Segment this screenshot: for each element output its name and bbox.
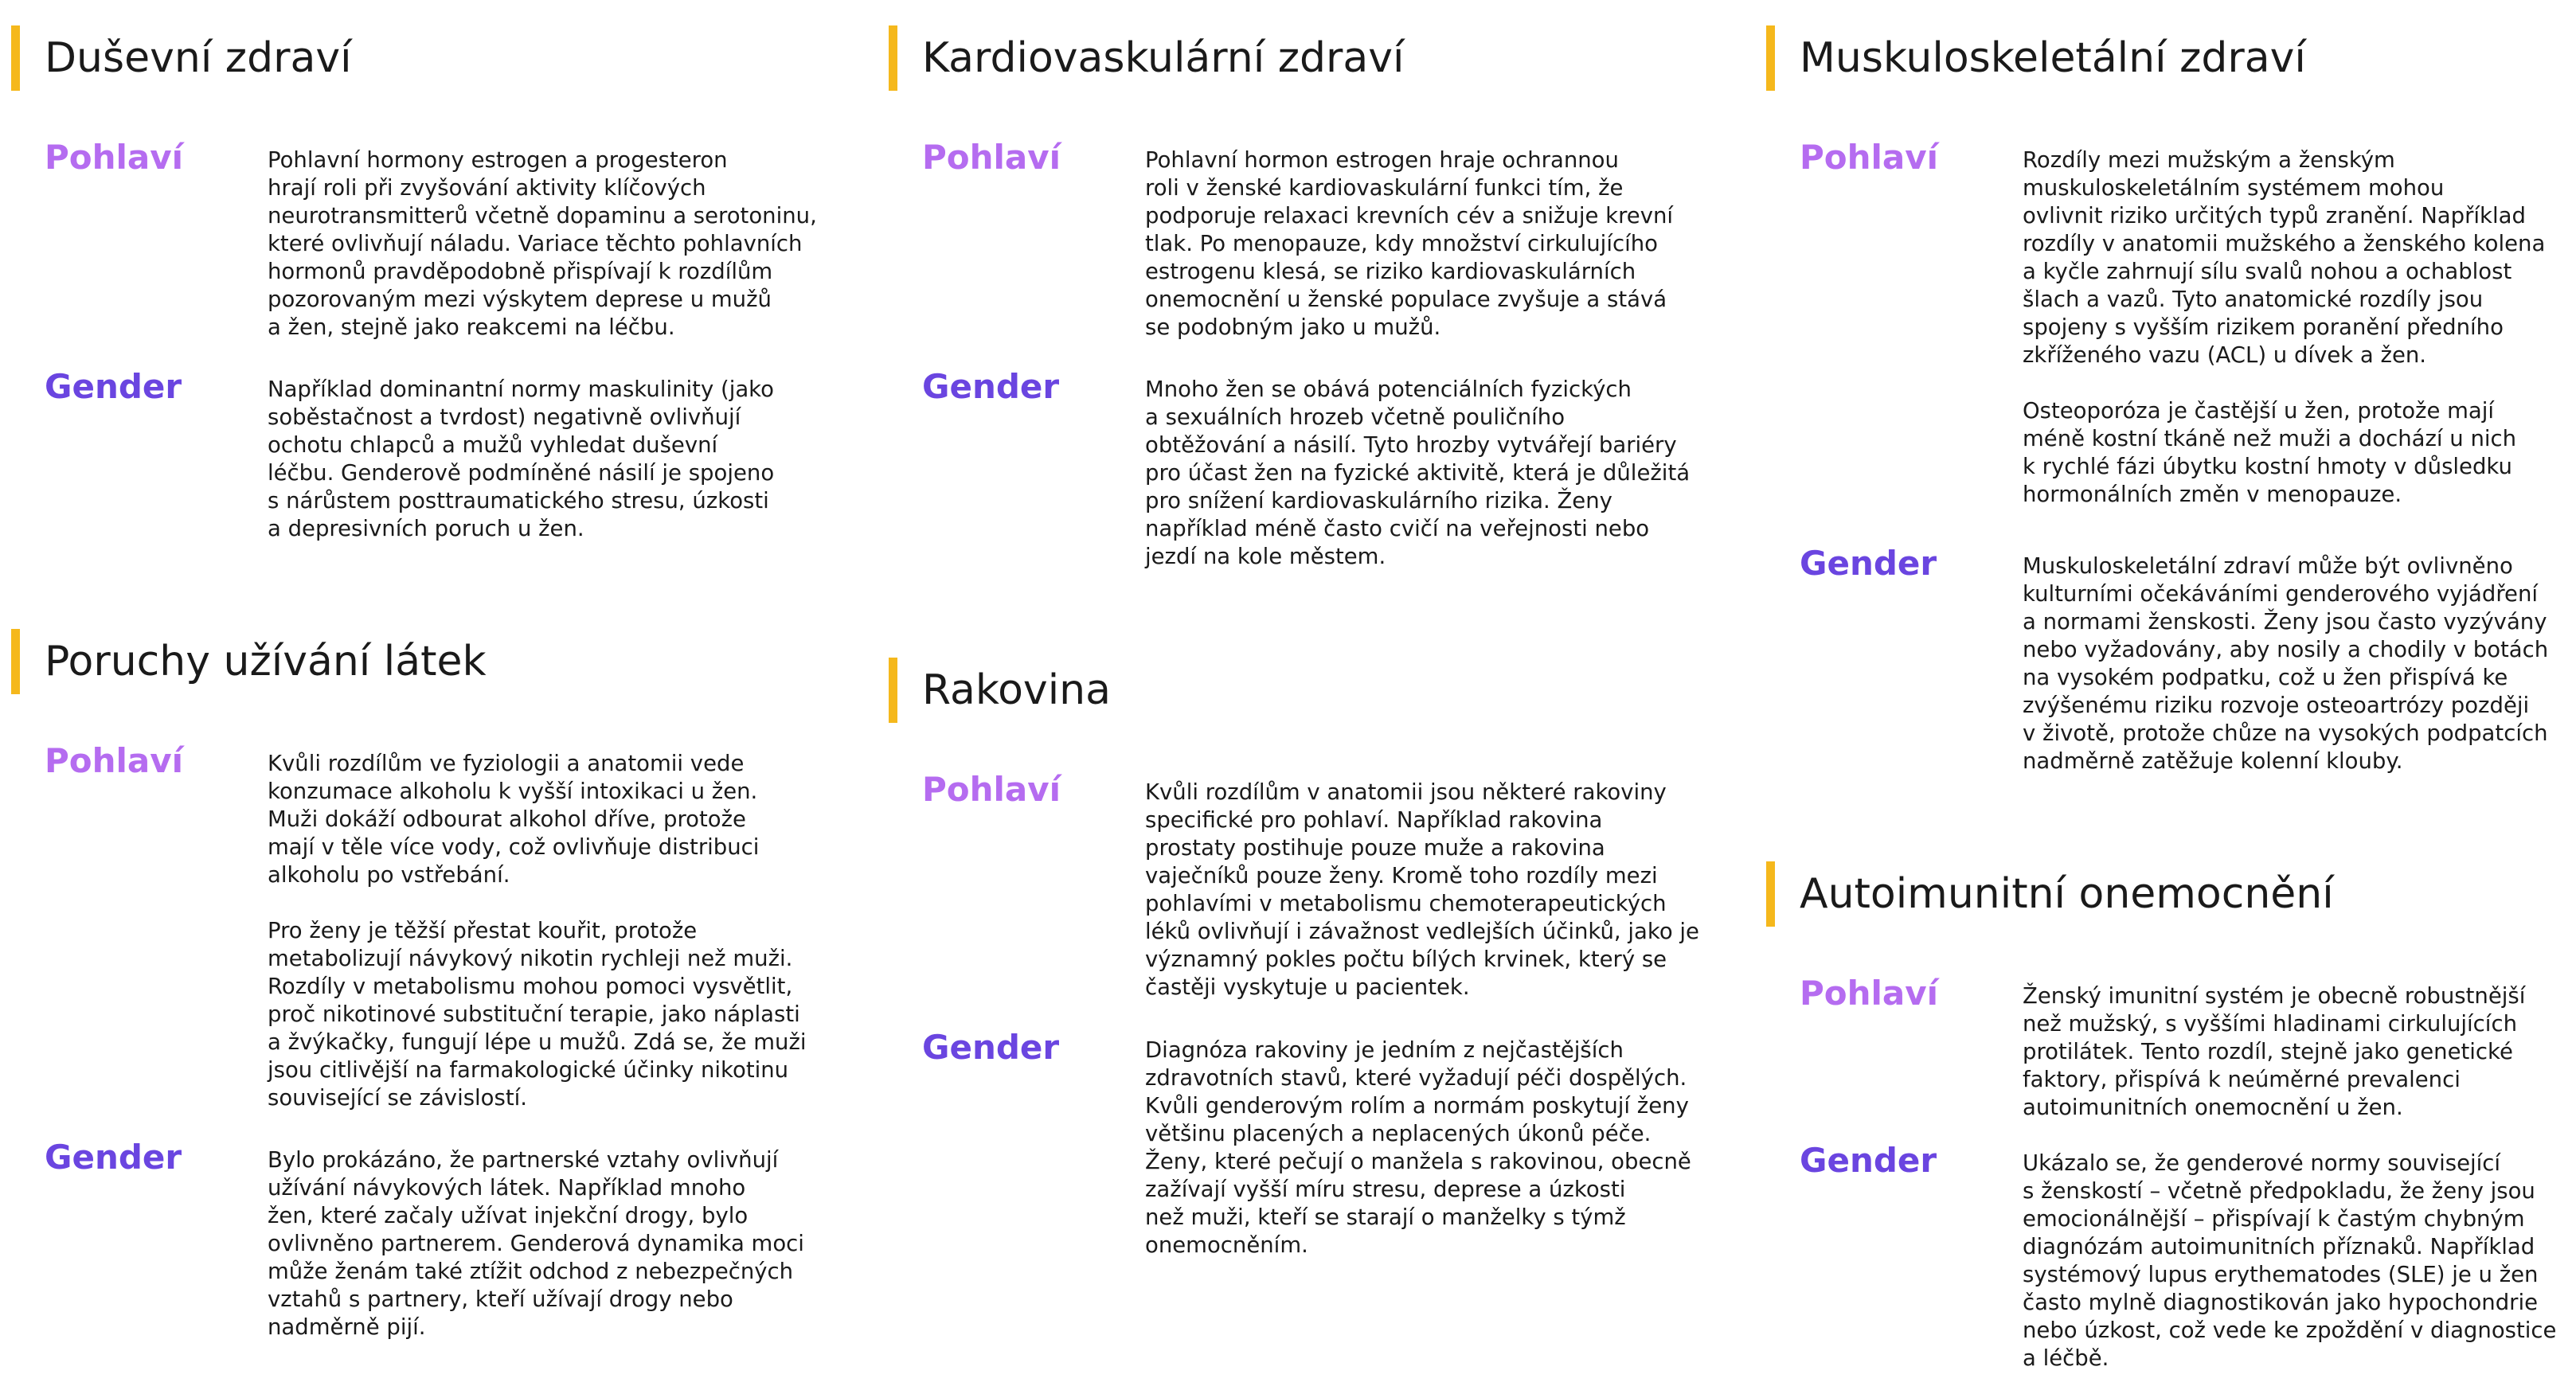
paragraph: Pohlavní hormony estrogen a progesteron hrají roli při zvyšování aktivity klíčových neurotransmitterů včetně dopaminu a serotoninu, které ovlivňují náladu. Variace těchto pohlavních hormonů pravděpodobně přispívají k rozdílům pozorovaným mezi výskytem deprese u mužů a žen, stejně jako reakcemi na léčbu.	[268, 147, 817, 340]
accent-bar	[1766, 25, 1775, 91]
sex-text	[1145, 779, 1699, 1002]
paragraph: Bylo prokázáno, že partnerské vztahy ovlivňují užívání návykových látek. Například mnoho žen, které začaly užívat injekční drogy, bylo ovlivněno partnerem. Genderová dynamika moci může ženám také ztížit odchod z nebezpečných vztahů s partnery, kteří užívají drogy nebo nadměrně pijí.	[268, 1147, 804, 1340]
accent-bar	[889, 25, 897, 91]
sex-text	[268, 750, 807, 1112]
section-autoimmune	[1766, 861, 2570, 1371]
sex-label: Pohlaví	[922, 770, 1061, 809]
paragraph: Například dominantní normy maskulinity (jako soběstačnost a tvrdost) negativně ovlivňují ochotu chlapců a mužů vyhledat duševní léčbu. Genderově podmíněné násilí je spojeno s nárůstem posttraumatického stresu, úzkosti a depresivních poruch u žen.	[268, 377, 775, 541]
sex-label: Pohlaví	[1800, 138, 1939, 177]
gender-label: Gender	[45, 367, 182, 406]
section-mental-health	[11, 25, 839, 541]
paragraph: Kvůli rozdílům v anatomii jsou některé rakoviny specifické pro pohlaví. Například rakovina prostaty postihuje pouze muže a rakovina vaječníků pouze ženy. Kromě toho rozdíly mezi pohlavími v metabolismu chemoterapeutických léků ovlivňují i závažnost vedlejších účinků, jako je významný pokles počtu bílých krvinek, který se častěji vyskytuje u pacientek.	[1145, 779, 1699, 1000]
section-cancer	[889, 658, 1733, 1258]
section-substance-use	[11, 629, 839, 1340]
sex-text	[1145, 146, 1673, 342]
sex-text	[268, 146, 817, 342]
paragraph: Osteoporóza je častější u žen, protože mají méně kostní tkáně než muži a dochází u nich k rychlé fázi úbytku kostní hmoty v důsledku hormonálních změn v menopauze.	[2023, 398, 2517, 507]
accent-bar	[889, 658, 897, 723]
gender-label: Gender	[45, 1138, 182, 1177]
paragraph: Mnoho žen se obává potenciálních fyzických a sexuálních hrozeb včetně pouličního obtěžování a násilí. Tyto hrozby vytvářejí bariéry pro účast žen na fyzické aktivitě, která je důležitá pro snížení kardiovaskulárního rizika. Ženy například méně často cvičí na veřejnosti nebo jezdí na kole městem.	[1145, 377, 1691, 569]
section-header	[11, 629, 839, 694]
section-title: Kardiovaskulární zdraví	[922, 34, 1405, 82]
section-header	[11, 25, 839, 91]
gender-text	[2023, 552, 2548, 775]
accent-bar	[11, 25, 20, 91]
sex-label: Pohlaví	[922, 138, 1061, 177]
paragraph: Rozdíly mezi mužským a ženským muskuloskeletálním systémem mohou ovlivnit riziko určitých typů zranění. Například rozdíly v anatomii mužského a ženského kolena a kyčle zahrnují sílu svalů nohou a ochablost šlach a vazů. Tyto anatomické rozdíly jsou spojeny s vyšším rizikem poranění předního zkříženého vazu (ACL) u dívek a žen.	[2023, 147, 2546, 368]
paragraph: Ženský imunitní systém je obecně robustnější než mužský, s vyššími hladinami cirkulujících protilátek. Tento rozdíl, stejně jako genetické faktory, přispívá k neúměrné prevalenci autoimunitních onemocnění u žen.	[2023, 983, 2526, 1120]
section-title: Duševní zdraví	[45, 34, 352, 82]
section-header	[889, 25, 1733, 91]
paragraph: Pohlavní hormon estrogen hraje ochrannou roli v ženské kardiovaskulární funkci tím, že podporuje relaxaci krevních cév a snižuje krevní tlak. Po menopauze, kdy množství cirkulujícího estrogenu klesá, se riziko kardiovaskulárních onemocnění u ženské populace zvyšuje a stává se podobným jako u mužů.	[1145, 147, 1674, 340]
paragraph: Diagnóza rakoviny je jedním z nejčastějších zdravotních stavů, které vyžadují péči dospělých. Kvůli genderovým rolím a normám poskytují ženy většinu placených a neplacených úkonů péče. Ženy, které pečují o manžela s rakovinou, obecně zažívají vyšší míru stresu, deprese a úzkosti než muži, kteří se starají o manželky s týmž onemocněním.	[1145, 1037, 1691, 1258]
paragraph: Muskuloskeletální zdraví může být ovlivněno kulturními očekáváními genderového vyjádření a normami ženskosti. Ženy jsou často vyzývány nebo vyžadovány, aby nosily a chodily v botách na vysokém podpatku, což u žen přispívá ke zvýšenému riziku rozvoje osteoartrózy později v životě, protože chůze na vysokých podpatcích nadměrně zatěžuje kolenní klouby.	[2023, 553, 2549, 774]
section-title: Muskuloskeletální zdraví	[1800, 34, 2306, 82]
section-title: Rakovina	[922, 666, 1111, 714]
gender-label: Gender	[1800, 1141, 1937, 1180]
section-musculoskeletal	[1766, 25, 2570, 774]
accent-bar	[1766, 861, 1775, 927]
gender-text	[1145, 1037, 1691, 1259]
sex-text	[2023, 982, 2525, 1122]
accent-bar	[11, 629, 20, 694]
gender-text	[268, 1146, 804, 1341]
gender-label: Gender	[922, 367, 1060, 406]
sex-label: Pohlaví	[45, 138, 184, 177]
sex-label: Pohlaví	[45, 741, 184, 780]
section-header	[1766, 25, 2570, 91]
section-header	[1766, 861, 2570, 927]
section-title: Poruchy užívání látek	[45, 638, 487, 685]
paragraph: Pro ženy je těžší přestat kouřit, protože metabolizují návykový nikotin rychleji než muži. Rozdíly v metabolismu mohou pomoci vysvětlit, proč nikotinové substituční terapie, jako náplasti a žvýkačky, fungují lépe u mužů. Zdá se, že muži jsou citlivější na farmakologické účinky nikotinu související se závislostí.	[268, 918, 807, 1111]
section-title: Autoimunitní onemocnění	[1800, 870, 2334, 918]
section-header	[889, 658, 1733, 723]
gender-text	[2023, 1150, 2556, 1372]
gender-text	[1145, 376, 1690, 571]
gender-label: Gender	[922, 1028, 1060, 1067]
paragraph: Kvůli rozdílům ve fyziologii a anatomii vede konzumace alkoholu k vyšší intoxikaci u žen. Muži dokáží odbourat alkohol dříve, protože mají v těle více vody, což ovlivňuje distribuci alkoholu po vstřebání.	[268, 751, 760, 888]
section-cardiovascular	[889, 25, 1733, 569]
gender-text	[268, 376, 774, 543]
sex-label: Pohlaví	[1800, 974, 1939, 1013]
gender-label: Gender	[1800, 544, 1937, 583]
paragraph: Ukázalo se, že genderové normy související s ženskostí – včetně předpokladu, že ženy jsou emocionálnější – přispívají k častým chybným diagnózám autoimunitních příznaků. Například systémový lupus erythematodes (SLE) je u žen často mylně diagnostikován jako hypochondrie nebo úzkost, což vede ke zpoždění v diagnostice a léčbě.	[2023, 1150, 2557, 1371]
sex-text	[2023, 146, 2545, 509]
